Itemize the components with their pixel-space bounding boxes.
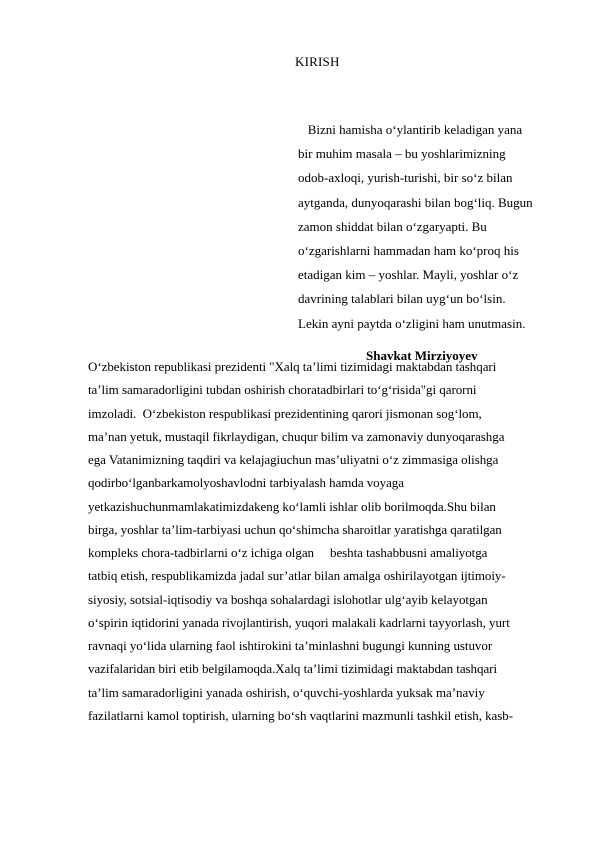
body-line: fazilatlarni kamol toptirish, ularning bo‘sh vaqtlarini mazmunli tashkil etish, kasb- — [88, 707, 514, 723]
body-line: ta’lim samaradorligini yanada oshirish, o‘quvchi-yoshlarda yuksak ma’naviy — [88, 684, 485, 700]
body-line: siyosiy, sotsial-iqtisodiy va boshqa sohalardagi islohotlar ulg‘ayib kelayotgan — [88, 591, 488, 607]
body-line: ega Vatanimizning taqdiri va kelajagiuchun mas’uliyatni o‘z zimmasiga olishga — [88, 452, 499, 467]
body-line: o‘spirin iqtidorini yanada rivojlantirish, yuqori malakali kadrlarni tayyorlash, yurt — [88, 614, 510, 630]
epigraph-quote — [298, 122, 560, 340]
epigraph-line: zamon shiddat bilan o‘zgaryapti. Bu — [298, 218, 487, 234]
body-line: ravnaqi yo‘lida ularning faol ishtirokini ta’minlashni bugungi kunning ustuvor — [88, 638, 493, 653]
body-line: qodirbo‘lganbarkamolyoshavlodni tarbiyalash hamda voyaga — [88, 475, 404, 491]
body-line: kompleks chora-tadbirlarni o‘z ichiga olgan beshta tashabbusni amaliyotga — [88, 545, 488, 560]
body-line: vazifalaridan biri etib belgilamoqda.Xalq ta’limi tizimidagi maktabdan tashqari — [88, 661, 498, 677]
body-line: tatbiq etish, respublikamizda jadal sur’atlar bilan amalga oshirilayotgan ijtimoiy- — [88, 568, 506, 584]
body-line: ma’nan yetuk, mustaqil fikrlaydigan, chuqur bilim va zamonaviy dunyoqarashga — [88, 428, 505, 444]
epigraph-line: Bizni hamisha o‘ylantirib keladigan yana — [298, 122, 523, 137]
epigraph-line: o‘zgarishlarni hammadan ham ko‘proq his — [298, 242, 519, 258]
body-paragraph — [88, 359, 568, 731]
body-line: O‘zbekiston republikasi prezidenti "Xalq ta’limi tizimidagi maktabdan tashqari — [88, 359, 497, 374]
epigraph-author: Shavkat Mirziyoyev — [366, 348, 478, 363]
epigraph-line: davrining talablari bilan uyg‘un bo‘lsin. — [298, 291, 506, 307]
epigraph-line: aytganda, dunyoqarashi bilan bog‘liq. Bugun — [298, 194, 533, 210]
body-line: ta’lim samaradorligini tubdan oshirish choratadbirlari to‘g‘risida"gi qarorni — [88, 382, 477, 398]
epigraph-line: etadigan kim – yoshlar. Mayli, yoshlar o‘z — [298, 267, 519, 283]
body-line: birga, yoshlar ta’lim-tarbiyasi uchun qo‘shimcha sharoitlar yaratishga qaratilgan — [88, 521, 502, 537]
page-title: KIRISH — [295, 54, 340, 69]
epigraph-line: odob-axloqi, yurish-turishi, bir so‘z bilan — [298, 170, 513, 186]
body-line: imzoladi. O‘zbekiston respublikasi prezidentining qarori jismonan sog‘lom, — [88, 405, 482, 421]
body-line: yetkazishuchunmamlakatimizdakeng ko‘lamli ishlar olib borilmoqda.Shu bilan — [88, 498, 496, 514]
epigraph-line: bir muhim masala – bu yoshlarimizning — [298, 146, 506, 162]
epigraph-line: Lekin ayni paytda o‘zligini ham unutmasin. — [298, 315, 526, 331]
